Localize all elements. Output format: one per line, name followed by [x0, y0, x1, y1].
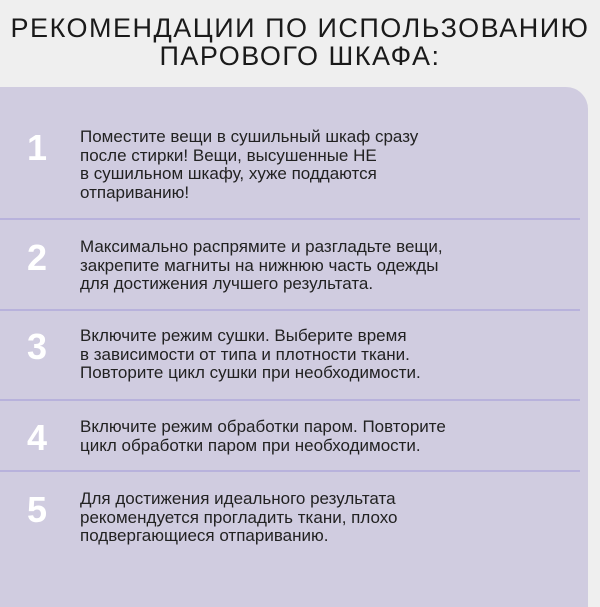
step-number: 3 — [27, 326, 48, 367]
step-number: 4 — [27, 417, 48, 458]
step-text: Включите режим сушки. Выберите время в зависимости от типа и плотности ткани. Повторите цикл сушки при необходимости. — [80, 326, 421, 382]
step-text: Максимально распрямите и разгладьте вещи, закрепите магниты на нижнюю часть одежды для достижения лучшего результата. — [80, 237, 443, 293]
divider — [0, 309, 580, 311]
divider — [0, 399, 580, 401]
steps-panel — [0, 87, 588, 607]
step-text: Поместите вещи в сушильный шкаф сразу после стирки! Вещи, высушенные НЕ в сушильном шкафу, хуже поддаются отпариванию! — [80, 127, 419, 202]
divider — [0, 218, 580, 220]
step-text: Включите режим обработки паром. Повторите цикл обработки паром при необходимости. — [80, 417, 446, 455]
step-number: 1 — [27, 127, 48, 168]
step-number: 5 — [27, 489, 48, 530]
page-title — [0, 14, 600, 70]
step-number: 2 — [27, 237, 48, 278]
divider — [0, 470, 580, 472]
title-line-2: ПАРОВОГО ШКАФА: — [159, 41, 441, 71]
title-line-1: РЕКОМЕНДАЦИИ ПО ИСПОЛЬЗОВАНИЮ — [10, 13, 590, 43]
step-text: Для достижения идеального результата рекомендуется прогладить ткани, плохо подвергающиеся отпариванию. — [80, 489, 398, 545]
